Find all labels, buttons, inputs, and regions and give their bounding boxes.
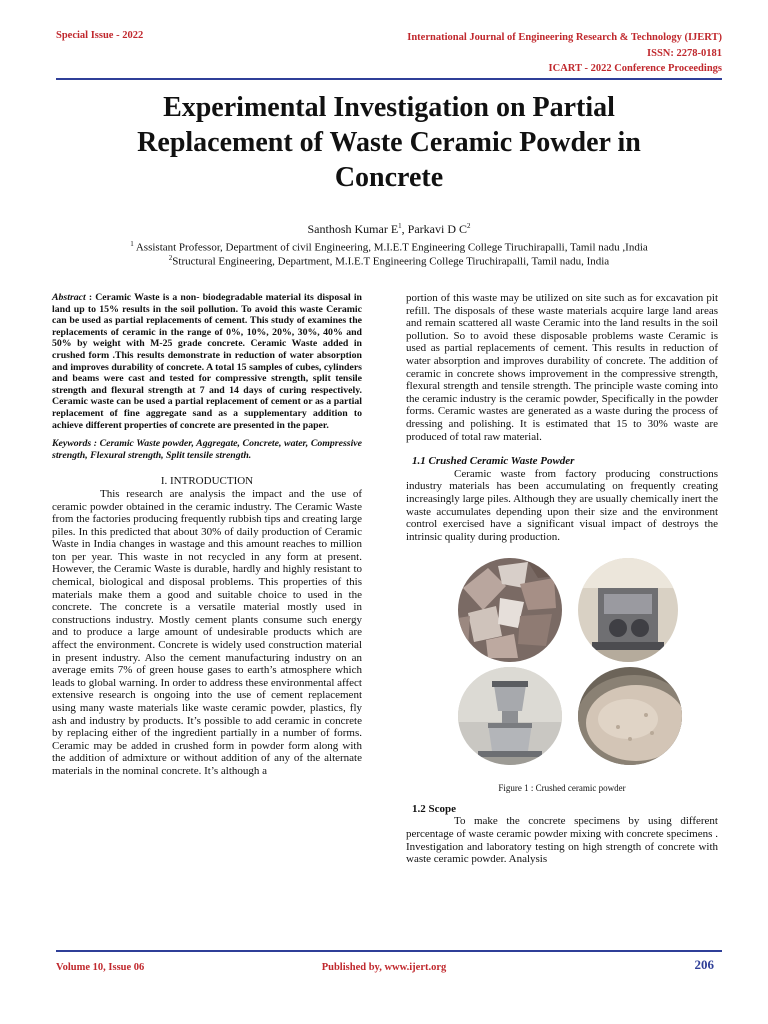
left-column [52, 292, 362, 778]
introduction-continued: portion of this waste may be utilized on site such as for excavation pit refill. The disposals of these waste materials acquire large land areas and remain scattered all waste Ceramic into the land results in the soil pollution. So to avoid these disposable problems waste Ceramic is used as partial replacements of cement. This results in reduction of water absorption and improves durability of concrete. The addition of ceramic in concrete shows improvement in the compressive strength, flexural strength and tensile strength. The principle waste coming into the ceramic industry is the ceramic powder, Specifically in the powder forms. Ceramic wastes are generated as a waste during the process of dressing and polishing. It is estimated that 15 to 30% waste are produced of total raw material. [406, 292, 718, 443]
affiliation-2-text: Structural Engineering, Department, M.I.E.T Engineering College Tiruchirapalli, Tamil nadu, India [172, 255, 610, 268]
author-list [60, 222, 718, 237]
author-2-sup: 2 [466, 222, 471, 230]
figure-caption: Figure 1 : Crushed ceramic powder [498, 783, 626, 794]
title-line-1: Experimental Investigation on Partial [163, 92, 615, 123]
header-special-issue: Special Issue - 2022 [56, 30, 144, 41]
author-2: Parkavi D C [407, 222, 467, 236]
affiliation-1-text: Assistant Professor, Department of civil Engineering, M.I.E.T Engineering College Tiruchirapalli, Tamil nadu ,India [133, 241, 648, 254]
author-1-sup: 1 [398, 222, 402, 230]
title-line-2: Replacement of Waste Ceramic Powder in [137, 127, 641, 158]
figure-crushed-ceramic [406, 555, 718, 780]
header-journal-info [407, 30, 722, 77]
footer-volume-issue: Volume 10, Issue 06 [56, 962, 145, 973]
footer-divider [56, 950, 722, 952]
subsection-heading-crushed-ceramic: 1.1 Crushed Ceramic Waste Powder [412, 455, 575, 468]
photo-ceramic-shards [458, 558, 562, 662]
header-conference: ICART - 2022 Conference Proceedings [548, 63, 722, 74]
header-divider [56, 78, 722, 80]
photo-grinder [458, 667, 562, 765]
title-line-3: Concrete [334, 162, 444, 193]
photo-crushing-machine [578, 558, 678, 662]
subsection-heading-scope: 1.2 Scope [412, 802, 456, 815]
affiliation-1-sup: 1 [130, 240, 134, 248]
footer-page-number: 206 [694, 957, 714, 972]
affiliation-2-sup: 2 [168, 254, 173, 262]
affiliation-2 [40, 251, 738, 269]
subsection-text-crushed-ceramic: Ceramic waste from factory producing constructions industry materials has been accumulating on frequently creating increasingly large piles. Although they are usually chemically inert the waste accumulates depending upon their size and the environment control exercised have a significant visual impact of destroys the intrinsic quality during production. [406, 467, 718, 543]
photo-ceramic-powder [578, 667, 682, 765]
header-issn: ISSN: 2278-0181 [647, 47, 722, 59]
section-heading-introduction: I. INTRODUCTION [160, 475, 254, 488]
author-1: Santhosh Kumar E [307, 222, 399, 236]
introduction-text: This research are analysis the impact and the use of ceramic powder obtained in the ceramic industry. The Ceramic Waste from the factories producing frequently rubbish tips and creating large piles. In this predicted that about 30% of daily production of Ceramic Waste in India changes in wastage and this amount reaches to million ton per year. This waste in not recycled in any form at present. However, the Ceramic Waste is durable, hardly and highly resistant to chemical, biological and disposal problems. This properties of this materials make them a good and suitable choice to used in the concrete. The concrete is a versatile material mostly used in constructions industry. Mostly cement plants consume such energy and to produce a large amount of undesirable products which are affect the environment. Concrete is widely used construction material in present industry. Also the cement manufacturing industry on an average emits 7% of green house gases to earth’s atmosphere which leads to global warning. In order to address these environmental affect extensive research is ongoing into the use of cement replacement using many waste materials like waste ceramic powder, plastics, fly ash and industry by products. It’s possible to add ceramic in concrete by replacing either of the ingredient partially in a number of forms. Ceramic may be added in crushed form in powder form along with the addition of admixture or without addition of any of the alternate materials in the nominal concrete. It’s although a [52, 487, 362, 777]
subsection-text-scope: To make the concrete specimens by using different percentage of waste ceramic powder mixing with concrete specimens . Investigation and laboratory testing on high strength of concrete with waste ceramic powder. Analysis [406, 815, 718, 866]
abstract [52, 292, 362, 431]
author-separator: , [401, 222, 408, 236]
footer-publisher: Published by, www.ijert.org [321, 962, 447, 973]
abstract-label: Abstract [52, 292, 86, 303]
right-column [406, 292, 718, 866]
abstract-text: : Ceramic Waste is a non- biodegradable material its disposal in land up to 15% results in the soil pollution. To avoid this waste Ceramic can be used as partial replacements of cement. This study of examines the replacements of ceramic in the range of 0%, 10%, 20%, 30%, 40% and 50% by weight with M-25 grade concrete. Ceramic Waste added in crushed form .This results demonstrate in reduction of water absorption and improves durability of concrete. A total 15 samples of cubes, cylinders and beams were cast and tested for compressive strength, split tensile strength and flexural strength at 7 and 14 days of curing respectively. Ceramic waste can be used a partial replacement of cement or as a partial replacement of fine aggregate sand as a supplementary addition to achieve different properties of concrete are presented in the paper. [52, 292, 362, 431]
keywords: Keywords : Ceramic Waste powder, Aggregate, Concrete, water, Compressive strength, Flexural strength, Split tensile strength. [52, 438, 362, 461]
paper-title [60, 90, 718, 195]
header-journal-name: International Journal of Engineering Research & Technology (IJERT) [407, 32, 722, 43]
